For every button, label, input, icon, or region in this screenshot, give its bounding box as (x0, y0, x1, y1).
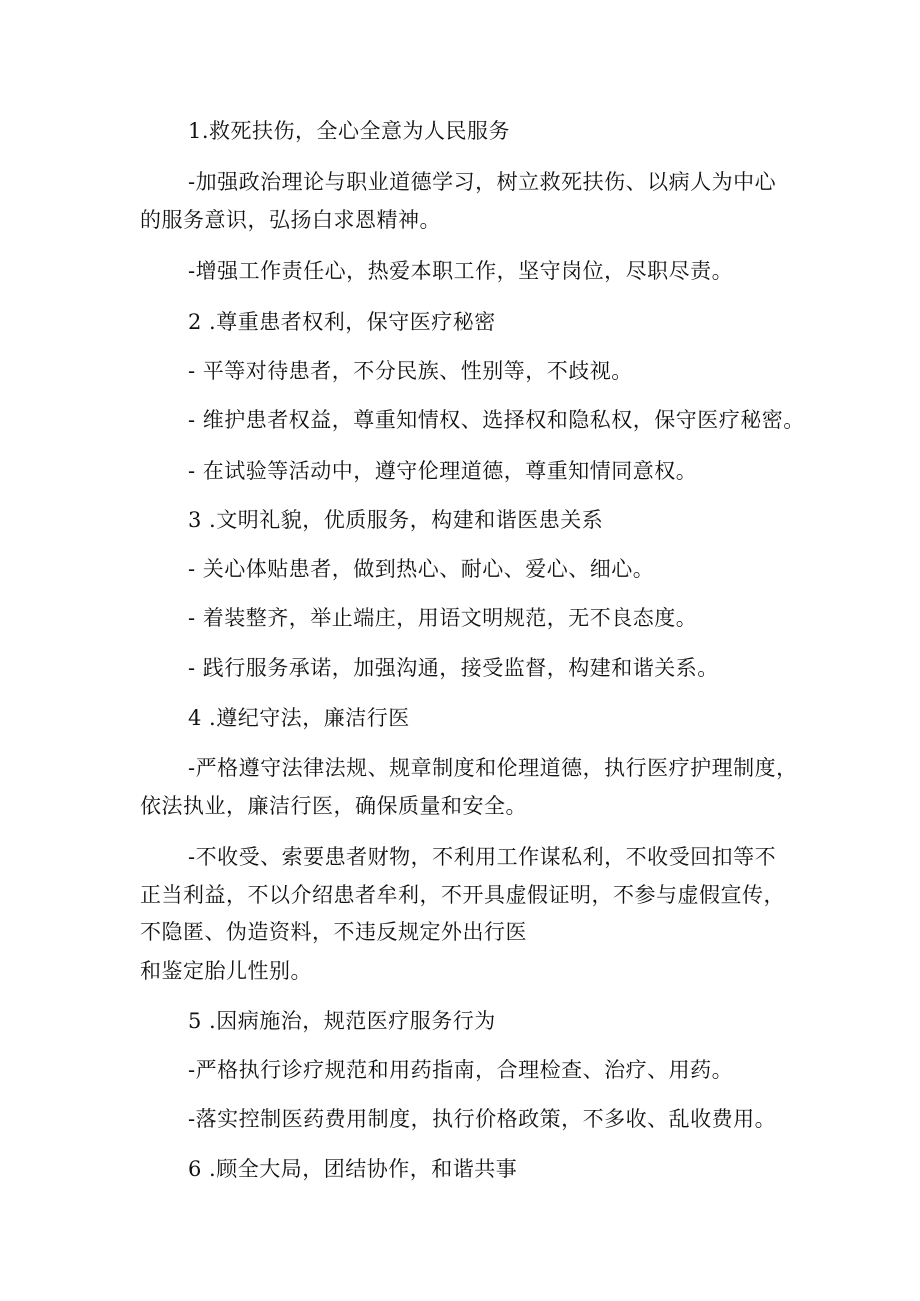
section-heading-3: 3 .文明礼貌，优质服务，构建和谐医患关系 (188, 508, 604, 532)
paragraph-line: 和鉴定胎儿性别。 (140, 959, 312, 983)
section-heading-2: 2 .尊重患者权利，保守医疗秘密 (188, 310, 496, 334)
paragraph-line: - 在试验等活动中，遵守伦理道德，尊重知情同意权。 (188, 459, 698, 483)
paragraph-line: 正当利益，不以介绍患者牟利，不开具虚假证明，不参与虚假宣传， (140, 883, 785, 907)
paragraph-line: - 着装整齐，举止端庄，用语文明规范，无不良态度。 (188, 606, 698, 630)
paragraph-line: 不隐匿、伪造资料，不违反规定外出行医 (140, 920, 527, 944)
paragraph-line: -落实控制医药费用制度，执行价格政策，不多收、乱收费用。 (188, 1107, 777, 1131)
section-heading-4: 4 .遵纪守法，廉洁行医 (188, 706, 410, 730)
paragraph-line: - 平等对待患者，不分民族、性别等，不歧视。 (188, 359, 633, 383)
paragraph-line: -严格执行诊疗规范和用药指南，合理检查、治疗、用药。 (188, 1058, 734, 1082)
paragraph-line: 的服务意识，弘扬白求恩精神。 (140, 208, 441, 232)
paragraph-line: 依法执业，廉洁行医，确保质量和安全。 (140, 794, 527, 818)
paragraph-line: - 践行服务承诺，加强沟通，接受监督，构建和谐关系。 (188, 656, 719, 680)
paragraph-line: -严格遵守法律法规、规章制度和伦理道德，执行医疗护理制度， (188, 756, 798, 780)
section-heading-1: 1.救死扶伤，全心全意为人民服务 (188, 119, 511, 143)
paragraph-line: - 关心体贴患者，做到热心、耐心、爱心、细心。 (188, 557, 655, 581)
paragraph-line: -不收受、索要患者财物，不利用工作谋私利，不收受回扣等不 (188, 845, 777, 869)
paragraph-line: - 维护患者权益，尊重知情权、选择权和隐私权，保守医疗秘密。 (188, 408, 805, 432)
section-heading-6: 6 .顾全大局，团结协作，和谐共事 (188, 1157, 518, 1181)
paragraph-line: -增强工作责任心，热爱本职工作，坚守岗位，尽职尽责。 (188, 259, 734, 283)
section-heading-5: 5 .因病施治，规范医疗服务行为 (188, 1009, 496, 1033)
paragraph-line: -加强政治理论与职业道德学习，树立救死扶伤、以病人为中心 (188, 170, 777, 194)
